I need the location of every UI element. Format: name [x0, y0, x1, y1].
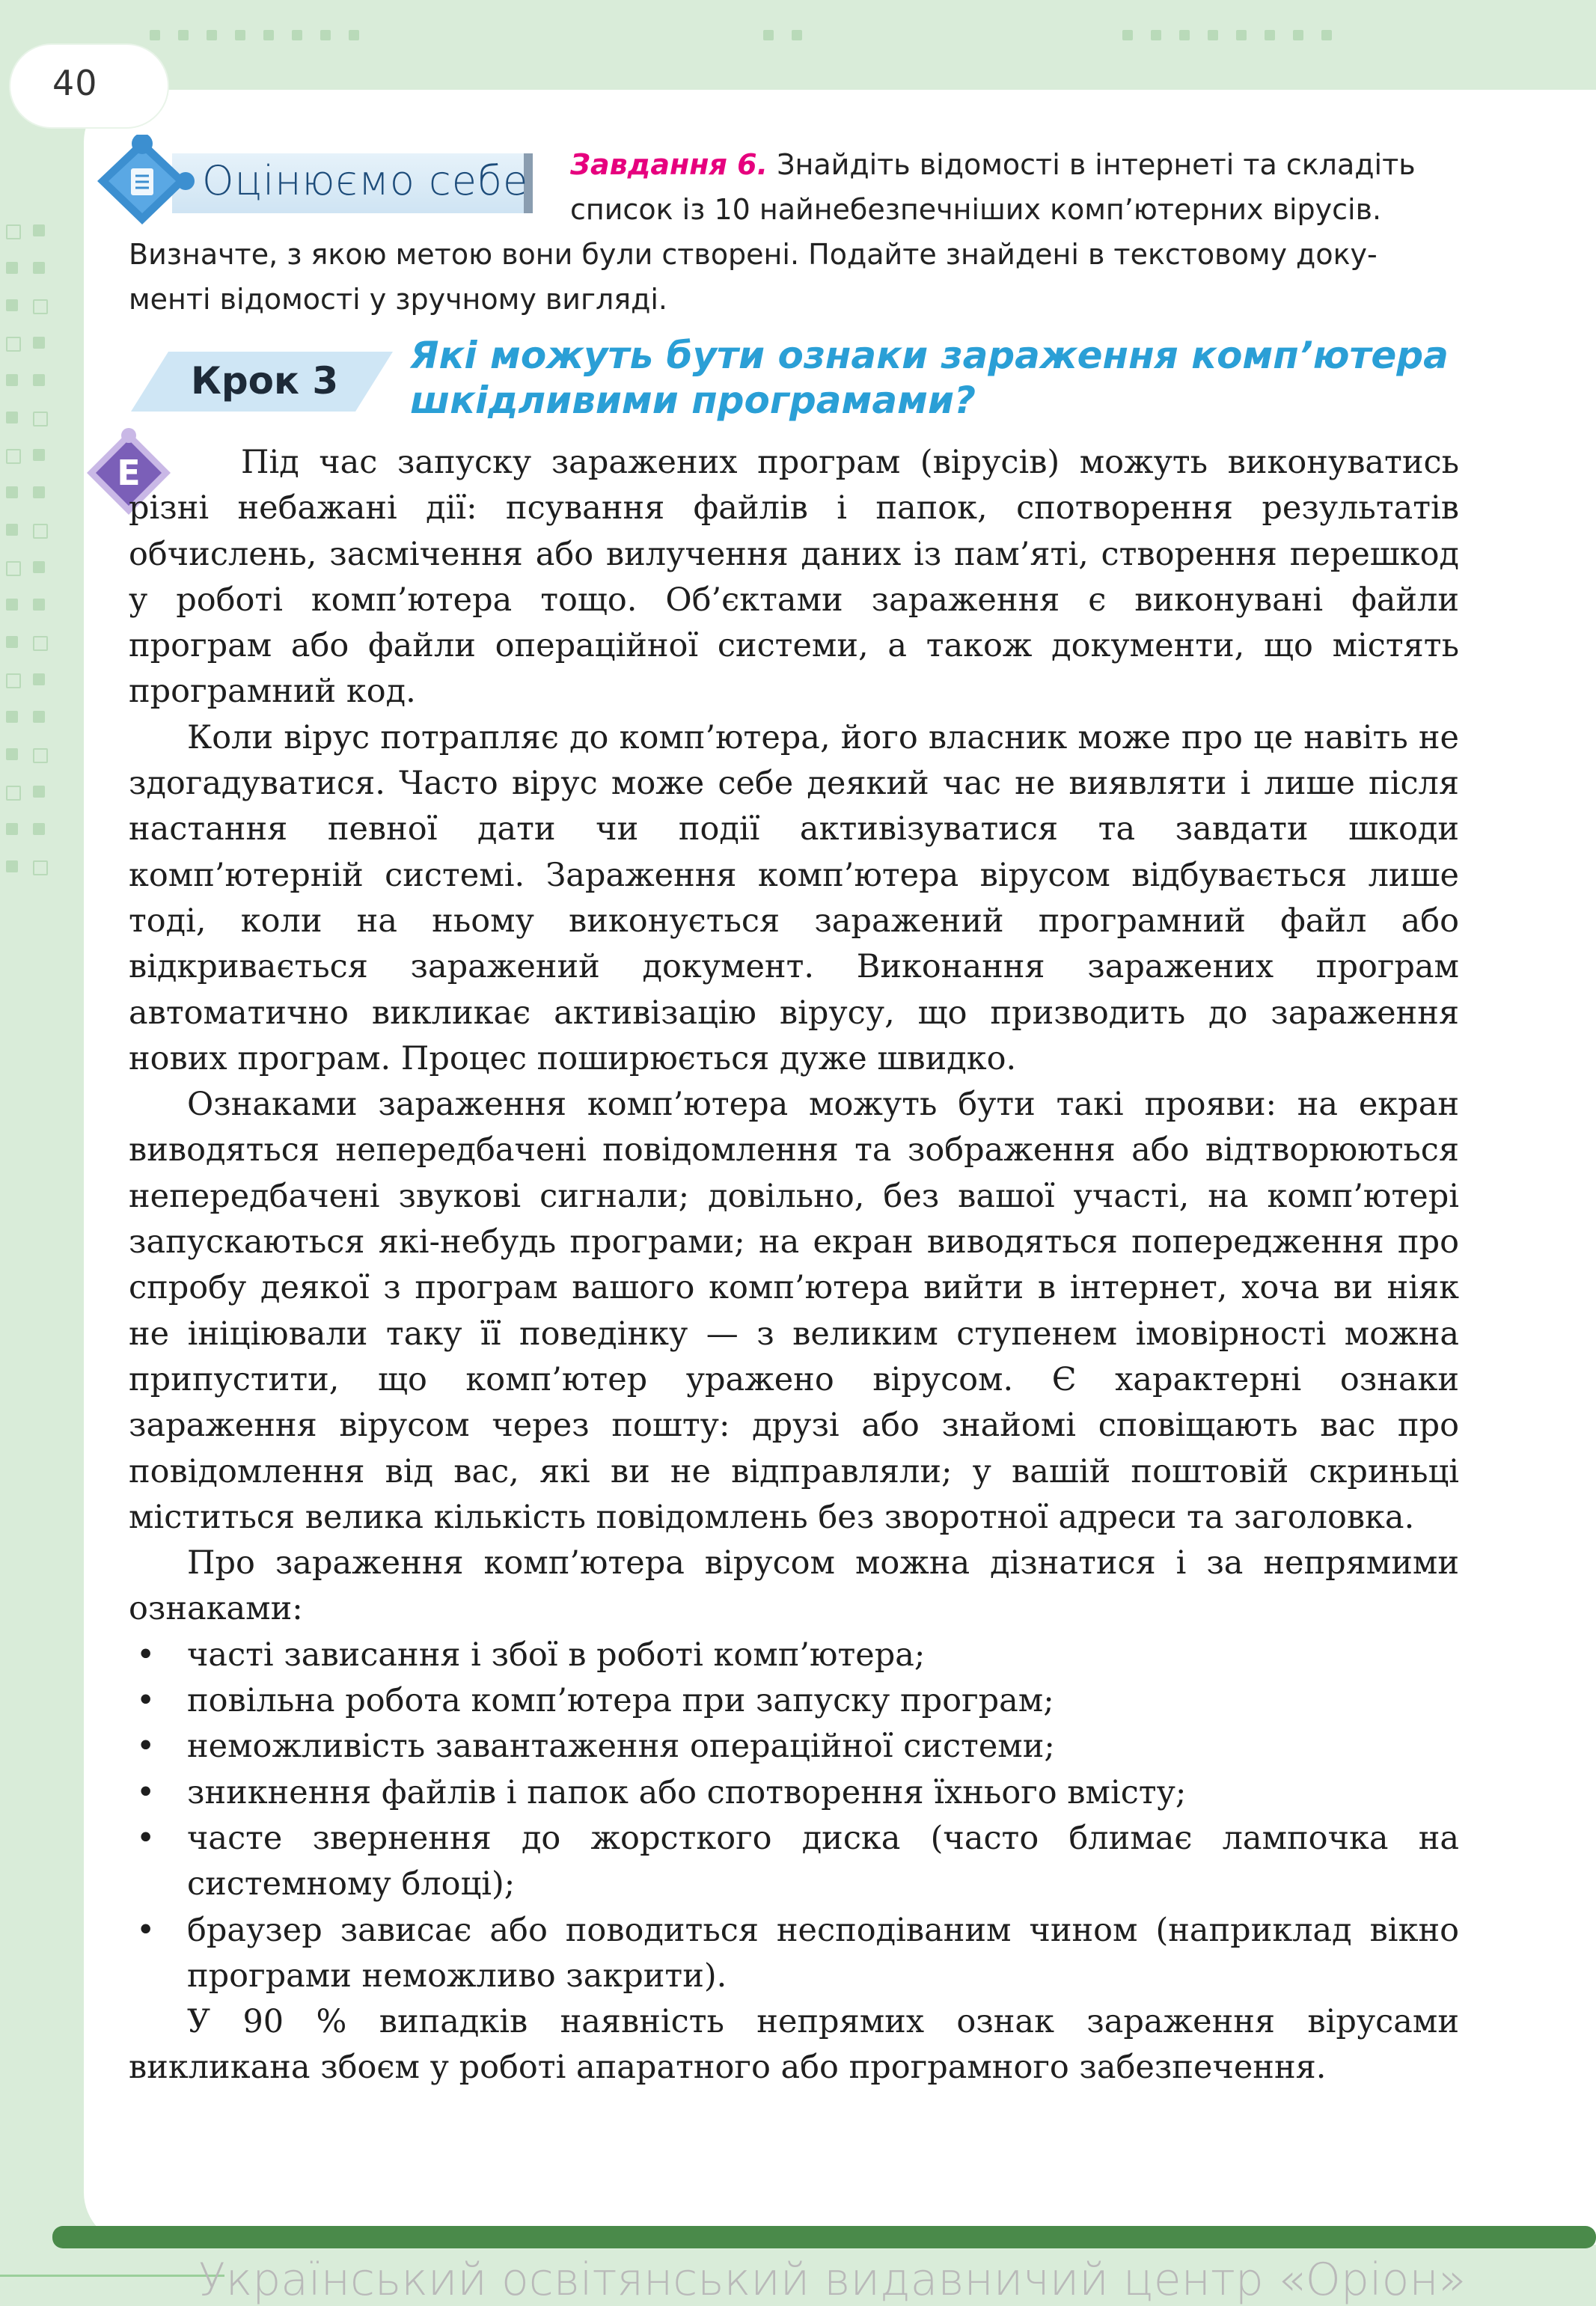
bullet-icon: • [136, 1911, 156, 1949]
list-item: • повільна робота комп’ютера при запуску програм; [129, 1678, 1459, 1724]
paragraph-5: У 90 % випадків наявність непрямих ознак зараження вірусами викликана збоєм у роботі апаратного або програмного забезпечення. [129, 2003, 1459, 2087]
dot-decoration [33, 412, 48, 426]
dot-decoration [6, 262, 18, 274]
indirect-signs-list [129, 1633, 1459, 1999]
paragraph-1: Під час запуску заражених програм (вірусів) можуть виконуватись різні небажані дії: псування файлів і папок, спотворення результатів обчислень, засмічення або вилучення даних із пам’яті, створення перешкод у роботі комп’ютера тощо. Об’єктами зараження є виконувані файли програм або файли операційної системи, а також документи, що містять програмний код. [129, 444, 1459, 711]
dot-decoration [33, 561, 45, 573]
step-label: Крок 3 [191, 359, 339, 403]
list-item: • часті зависання і збої в роботі комп’ютера; [129, 1633, 1459, 1678]
bottom-bar [52, 2226, 1596, 2248]
self-check-badge [90, 135, 542, 217]
task-line-2: список із 10 найнебезпечніших комп’ютерних вірусів. [570, 193, 1382, 226]
dot-decoration [33, 636, 48, 651]
self-check-title: Оцінюємо себе [202, 157, 529, 204]
body-text [129, 440, 1459, 2091]
step-question [410, 333, 1458, 423]
bullet-icon: • [136, 1819, 156, 1857]
task-line-4: менті відомості у зручному вигляді. [129, 283, 667, 316]
dot-decoration [763, 30, 774, 40]
bullet-icon: • [136, 1636, 156, 1674]
dot-decoration [33, 711, 45, 723]
footer-line [0, 2275, 224, 2277]
dot-decoration [6, 224, 21, 239]
dot-decoration [1265, 30, 1275, 40]
publisher-footer: Український освітянський видавничий центр «Оріон» [198, 2254, 1467, 2306]
dot-decoration [6, 636, 18, 648]
list-item: • часте звернення до жорсткого диска (часто блимає лампочка на системному блоці); [129, 1816, 1459, 1908]
step-question-line-1: Які можуть бути ознаки зараження комп’ютера [410, 334, 1449, 377]
bullet-icon: • [136, 1728, 156, 1766]
dot-decoration [1321, 30, 1332, 40]
dot-decoration [792, 30, 802, 40]
dot-decoration [33, 599, 45, 611]
dot-decoration [33, 524, 48, 539]
list-item: • зникнення файлів і папок або спотворення їхнього вмісту; [129, 1770, 1459, 1816]
dot-decoration [1179, 30, 1190, 40]
dot-decoration [6, 599, 18, 611]
dot-decoration [33, 823, 45, 835]
dot-decoration [1293, 30, 1303, 40]
dot-decoration [33, 449, 45, 461]
dot-decoration [6, 561, 21, 576]
dot-decoration [6, 299, 18, 311]
dot-decoration [6, 823, 18, 835]
dot-decoration [320, 30, 331, 40]
task-line-3: Визначте, з якою метою вони були створені. Подайте знайдені в текстовому доку- [129, 238, 1378, 271]
puzzle-icon [90, 135, 195, 232]
dot-decoration [178, 30, 189, 40]
dot-decoration [1122, 30, 1133, 40]
top-dots-decoration [150, 30, 1422, 45]
dot-decoration [33, 860, 48, 875]
dot-decoration [33, 748, 48, 763]
task-label: Завдання 6. [570, 148, 768, 181]
dot-decoration [33, 262, 45, 274]
dot-decoration [207, 30, 217, 40]
page-number: 40 [52, 63, 98, 103]
dot-decoration [33, 374, 45, 386]
dot-decoration [33, 673, 45, 685]
dot-decoration [6, 412, 18, 423]
dot-decoration [1151, 30, 1161, 40]
dot-decoration [1236, 30, 1247, 40]
dot-decoration [6, 748, 18, 760]
task-line-1 [570, 142, 1588, 187]
step-tag [131, 352, 393, 412]
dot-decoration [6, 449, 21, 464]
dot-decoration [33, 486, 45, 498]
dot-decoration [6, 673, 21, 688]
task-text-1: Знайдіть відомості в інтернеті та складіть [777, 148, 1416, 181]
dot-decoration [33, 337, 45, 349]
step-question-line-2: шкідливими програмами? [410, 379, 976, 422]
dot-decoration [263, 30, 274, 40]
bullet-icon: • [136, 1773, 156, 1811]
paragraph-3: Ознаками зараження комп’ютера можуть бути такі прояви: на екран виводяться непередбачені повідомлення та зображення або відтворюються непередбачені звукові сигнали; довільно, без вашої участі, на комп’ютері запускаються які-небудь програми; на екран виводяться попередження про спробу деякої з програм вашого комп’ютера вийти в інтернет, хоча ви ніяк не ініціювали таку її поведінку — з великим ступенем імовірності можна припустити, що комп’ютер уражено вірусом. Є характерні ознаки зараження вірусом через пошту: друзі або знайомі сповіщають вас про повідомлення від вас, які ви не відправляли; у вашій поштовій скриньці міститься велика кількість повідомлень без зворотної адреси та заголовка. [129, 1086, 1459, 1536]
dot-decoration [6, 711, 18, 723]
side-dots-decoration [0, 224, 52, 913]
dot-decoration [349, 30, 359, 40]
dot-decoration [33, 299, 48, 314]
dot-decoration [6, 374, 18, 386]
dot-decoration [292, 30, 302, 40]
e-badge-letter: E [117, 453, 141, 493]
dot-decoration [33, 786, 45, 798]
list-item: • неможливість завантаження операційної системи; [129, 1724, 1459, 1770]
dot-decoration [150, 30, 160, 40]
dot-decoration [235, 30, 245, 40]
dot-decoration [6, 337, 21, 352]
paragraph-4: Про зараження комп’ютера вірусом можна дізнатися і за непрямими ознаками: [129, 1544, 1459, 1628]
dot-decoration [6, 786, 21, 801]
paragraph-2: Коли вірус потрапляє до комп’ютера, його власник може про це навіть не здогадуватися. Часто вірус може себе деякий час не виявляти і лише після настання певної дати чи події активізуватися та завдати шкоди комп’ютерній системі. Зараження комп’ютера вірусом відбувається лише тоді, коли на ньому виконується заражений програмний файл або відкривається заражений документ. Виконання заражених програм автоматично викликає активізацію вірусу, що призводить до зараження нових програм. Процес поширюється дуже швидко. [129, 718, 1459, 1077]
bullet-icon: • [136, 1682, 156, 1720]
dot-decoration [33, 224, 45, 236]
list-item: • браузер зависає або поводиться несподіваним чином (наприклад вікно програми неможливо закрити). [129, 1908, 1459, 2000]
dot-decoration [1208, 30, 1218, 40]
dot-decoration [6, 860, 18, 872]
dot-decoration [6, 486, 18, 498]
dot-decoration [6, 524, 18, 536]
